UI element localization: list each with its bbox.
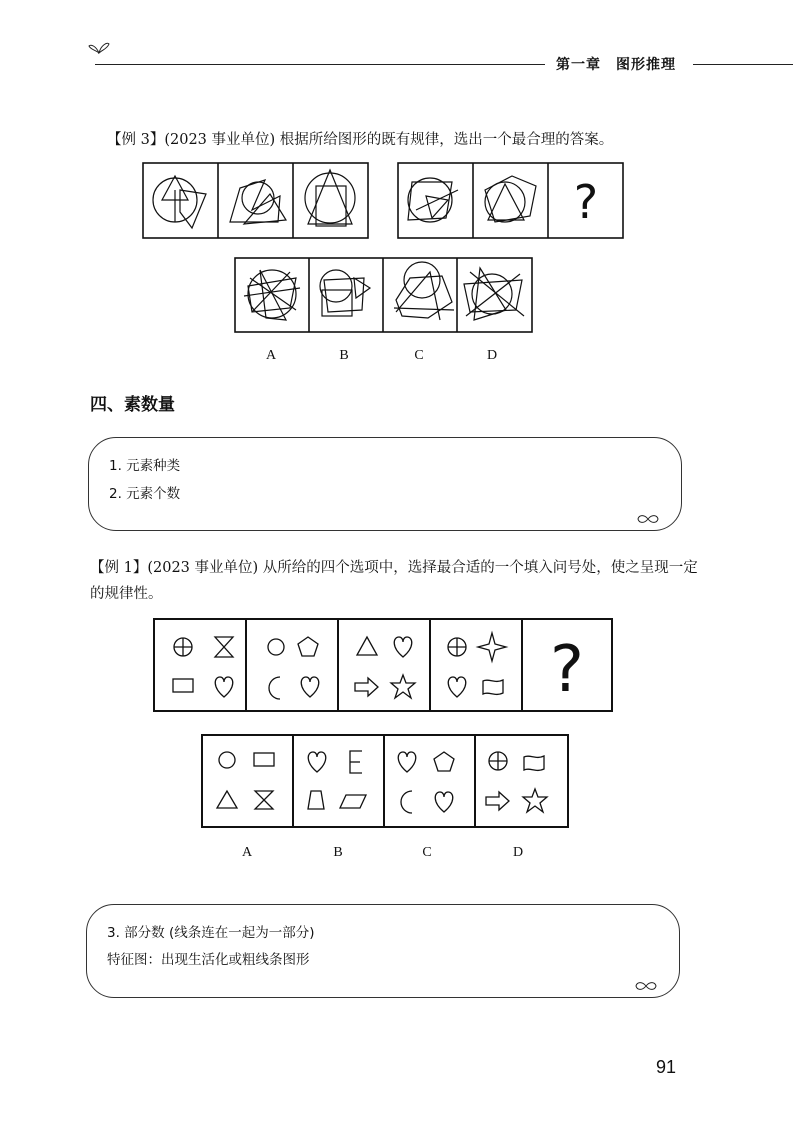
example3-option-c-label: C — [414, 348, 424, 363]
example1-cell-1 — [173, 637, 233, 697]
section-title: 四、素数量 — [90, 395, 175, 415]
example3-question-mark: ? — [573, 175, 599, 229]
note2-line-2: 特征图：出现生活化或粗线条图形 — [107, 952, 310, 968]
note1-sprout-icon — [637, 512, 659, 526]
example1-question-box — [154, 619, 612, 711]
example3-option-a-label: A — [265, 348, 277, 363]
example1-question-mark: ? — [550, 633, 584, 707]
example3-option-c-figure — [394, 262, 454, 320]
header-rule-right — [693, 64, 793, 65]
example3-figure — [140, 160, 630, 340]
example1-option-a-label: A — [241, 845, 253, 860]
example1-question: 【例 1】(2023 事业单位) 从所给的四个选项中，选择最合适的一个填入问号处，使之呈现一定的规律性。 — [90, 560, 698, 602]
example1-option-a-figure — [217, 752, 274, 809]
example3-option-b-figure — [320, 270, 370, 316]
example1-figure — [150, 615, 620, 875]
example1-cell-2 — [268, 637, 319, 699]
example1-option-b-label: B — [333, 845, 343, 860]
note1-item-1: 1. 元素种类 — [109, 458, 181, 474]
example3-option-d-label: D — [486, 348, 498, 363]
chapter-title: 第一章 图形推理 — [556, 57, 676, 73]
note-box-1 — [88, 437, 682, 531]
header-rule-left — [95, 64, 545, 65]
example1-option-d-figure — [486, 752, 547, 812]
example3-option-d-figure — [464, 268, 524, 320]
sprout-logo-icon — [88, 40, 110, 54]
page-number: 91 — [656, 1057, 677, 1077]
note2-sprout-icon — [635, 979, 657, 993]
example1-option-b-figure — [308, 751, 366, 809]
example1-option-c-label: C — [422, 845, 432, 860]
note-box-2 — [86, 904, 680, 998]
note1-item-2: 2. 元素个数 — [109, 486, 181, 502]
example3-option-a-figure — [244, 270, 300, 320]
example3-cell-4 — [408, 178, 458, 222]
example1-cell-3 — [355, 637, 415, 698]
example3-cell-2 — [230, 180, 286, 224]
example3-cell-1 — [153, 176, 206, 228]
example1-option-d-label: D — [512, 845, 524, 860]
example1-option-c-figure — [398, 752, 454, 813]
example3-option-b-label: B — [339, 348, 349, 363]
example3-question: 【例 3】(2023 事业单位) 根据所给图形的既有规律，选出一个最合理的答案。 — [107, 132, 614, 148]
example1-cell-4 — [448, 633, 506, 697]
example3-cell-5 — [485, 176, 536, 222]
example3-cell-3 — [305, 170, 355, 226]
note2-line-1: 3. 部分数 (线条连在一起为一部分) — [107, 925, 315, 941]
